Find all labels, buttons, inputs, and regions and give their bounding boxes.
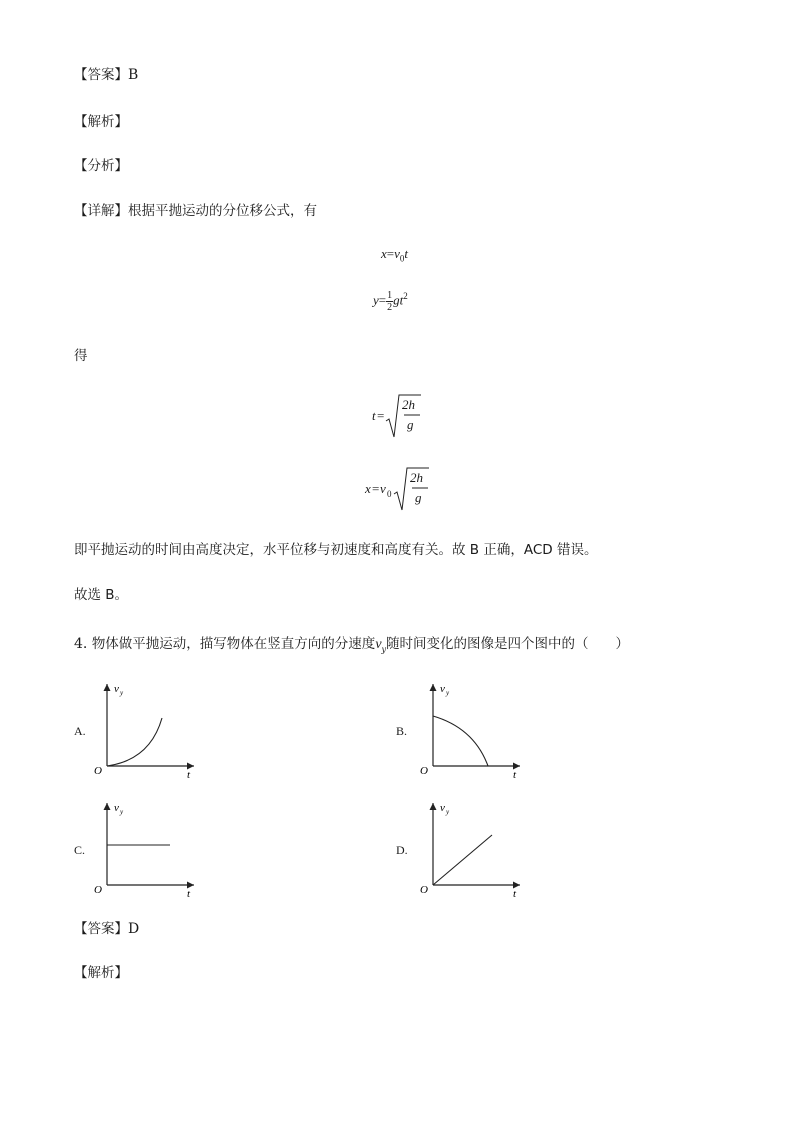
formula-var: x [365, 481, 371, 496]
curve-exponential [107, 718, 162, 766]
formula-eq: = [377, 408, 385, 423]
graph-b [416, 678, 536, 782]
formula-var: v [394, 246, 400, 261]
formula-eq: = [378, 292, 387, 308]
question-var-sub: y [381, 644, 387, 654]
question-text-before: 物体做平抛运动，描写物体在竖直方向的分速度 [91, 636, 376, 652]
fenxi-line [74, 157, 128, 175]
y-axis-sub: y [120, 808, 124, 816]
option-c-label[interactable]: C. [74, 843, 86, 857]
formula-var: y [373, 292, 379, 308]
option-a-label[interactable]: A. [74, 724, 86, 738]
graph-d [416, 797, 536, 901]
formula-var: t [404, 246, 409, 261]
graph-a [90, 678, 210, 782]
choose-text: 故选 B。 [74, 587, 129, 603]
origin-label: O [94, 765, 102, 777]
question-number: 4. [74, 636, 88, 652]
option-b-label[interactable]: B. [396, 724, 408, 738]
analysis-tag: 【解析】 [74, 114, 128, 130]
answer-line-1 [74, 66, 138, 84]
y-axis-sub: y [120, 689, 124, 697]
origin-label: O [420, 884, 428, 896]
conclusion-line [74, 541, 597, 559]
y-axis-sub: y [446, 689, 450, 697]
graph-c [90, 797, 210, 901]
y-axis-label: v [114, 683, 119, 695]
question-4 [74, 635, 629, 659]
de-line [74, 347, 88, 365]
fraction-num: 1 [387, 290, 393, 301]
fraction-den: 2 [387, 302, 393, 313]
answer-tag: 【答案】 [74, 67, 128, 83]
option-d-label[interactable]: D. [396, 843, 408, 857]
answer-tag: 【答案】 [74, 921, 128, 937]
answer-value: D [128, 921, 140, 937]
y-axis-label: v [114, 802, 119, 814]
curve-decreasing [433, 716, 488, 766]
fraction-den: g [415, 490, 422, 505]
curve-linear [433, 835, 492, 885]
de-text: 得 [74, 348, 88, 364]
x-axis-label: t [187, 888, 191, 900]
fenxi-tag: 【分析】 [74, 158, 128, 174]
formula-x-v0t [381, 246, 408, 264]
answer-line-2 [74, 920, 139, 938]
fraction-num: 2h [402, 397, 415, 412]
formula-y-half-gt2 [373, 290, 408, 313]
x-axis-label: t [513, 888, 517, 900]
formula-var: t [399, 292, 404, 308]
formula-sub: 0 [387, 489, 392, 499]
detail-line [74, 202, 317, 220]
y-axis-sub: y [446, 808, 450, 816]
conclusion-text: 即平抛运动的时间由高度决定，水平位移与初速度和高度有关。故 B 正确，ACD 错误。 [74, 542, 598, 558]
formula-eq: = [386, 246, 395, 261]
fraction-num: 2h [410, 470, 423, 485]
y-axis-label: v [440, 802, 445, 814]
formula-eq: = [372, 481, 380, 496]
x-axis-label: t [187, 769, 191, 781]
analysis-line-2 [74, 964, 128, 982]
y-axis-label: v [440, 683, 445, 695]
question-var: v [375, 637, 382, 652]
formula-var: t [372, 408, 376, 423]
formula-x-v0-sqrt [365, 466, 435, 512]
formula-var: x [381, 246, 387, 261]
origin-label: O [94, 884, 102, 896]
fraction-den: g [407, 417, 414, 432]
formula-exp: 2 [403, 291, 408, 302]
detail-text: 根据平抛运动的分位移公式，有 [128, 203, 317, 219]
question-text-after: 随时间变化的图像是四个图中的（ ） [386, 636, 630, 652]
choose-line [74, 586, 128, 604]
formula-sub: 0 [399, 253, 405, 264]
answer-value: B [128, 67, 139, 83]
x-axis-label: t [513, 769, 517, 781]
formula-var: v [380, 481, 386, 496]
analysis-tag: 【解析】 [74, 965, 128, 981]
origin-label: O [420, 765, 428, 777]
analysis-line-1 [74, 113, 128, 131]
formula-var: g [393, 292, 400, 308]
detail-tag: 【详解】 [74, 203, 128, 219]
